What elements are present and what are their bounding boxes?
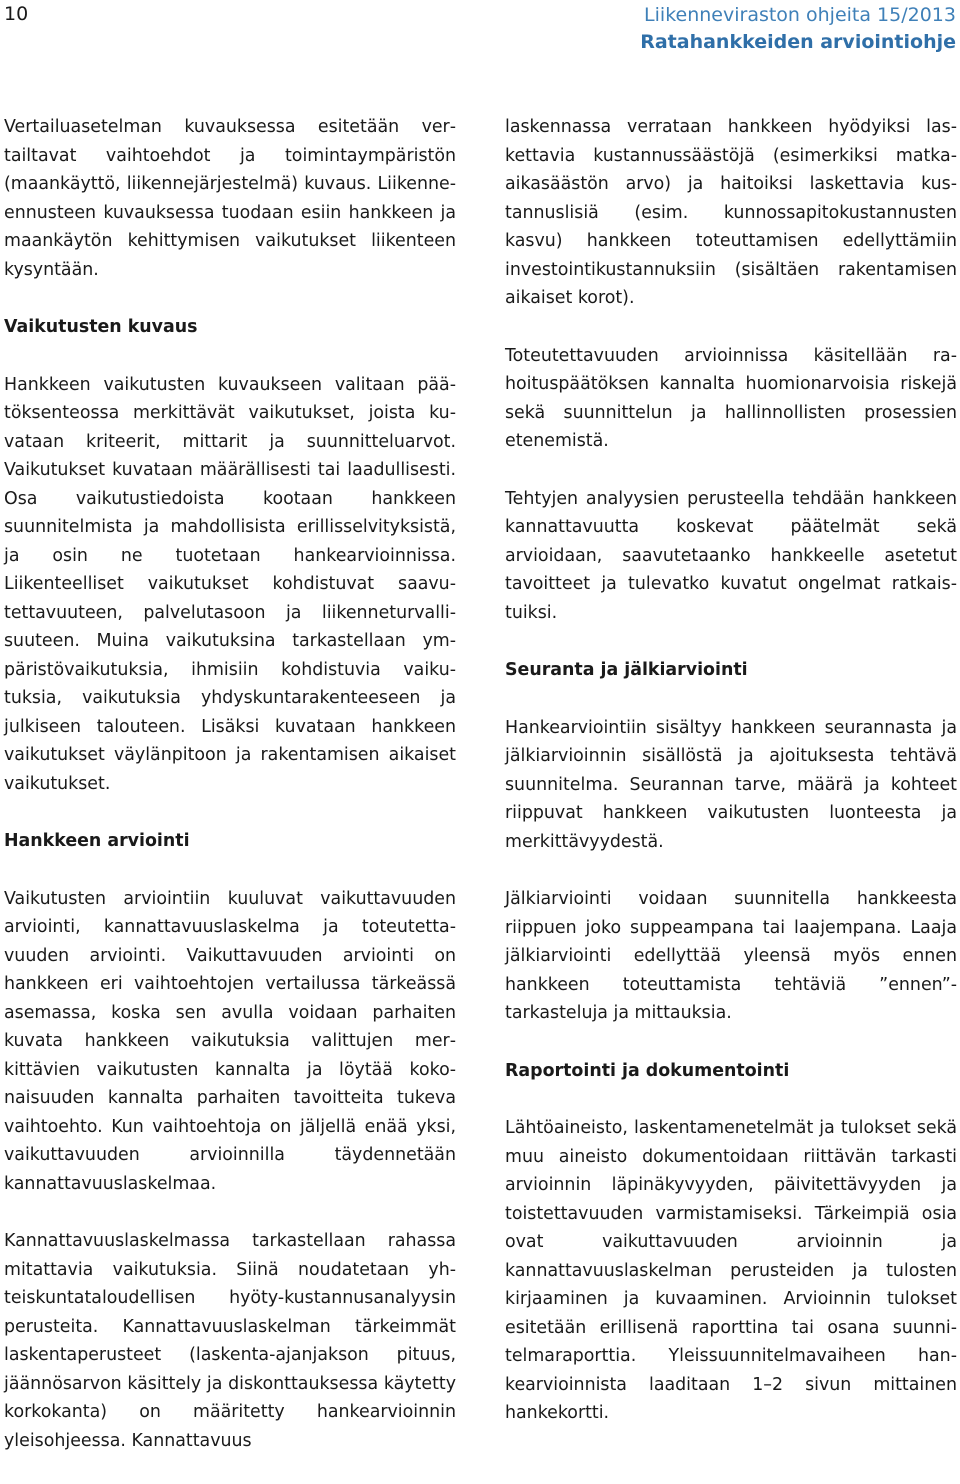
running-header: [640, 2, 956, 56]
left-column: [4, 113, 456, 1484]
paragraph: Vaikutusten arviointiin kuuluvat vaikuttavuuden arviointi, kannattavuuslaskelma ja toteutettavuuden arviointi. Vaikuttavuuden arviointi on hankkeen eri vaihtoehtojen vertailussa tärkeässä asemassa, koska sen avulla voidaan parhaiten kuvata hankkeen vaikutuksia valittujen merkittävien vaikutusten kannalta ja löytää kokonaisuuden kannalta parhaiten tavoitteita tukeva vaihtoehto. Kun vaihtoehtoja on jäljellä enää yksi, vaikuttavuuden arvioinnilla täydennetään kannattavuuslaskelmaa.: [4, 888, 456, 1194]
paragraph: Vertailuasetelman kuvauksessa esitetään vertailtavat vaihtoehdot ja toimintaympäristön (maankäyttö, liikennejärjestelmä) kuvaus. Liikenne-ennusteen kuvauksessa tuodaan esiin hankkeen ja maankäytön kehittymisen vaikutukset liikenteen kysyntään.: [4, 117, 456, 280]
paragraph: Jälkiarviointi voidaan suunnitella hankkeesta riippuen joko suppeampana tai laajempana. Laaja jälkiarviointi edellyttää yleensä myös ennen hankkeen toteuttamista tehtäviä ”ennen”-tarkasteluja ja mittauksia.: [505, 889, 957, 1023]
paragraph: Kannattavuuslaskelmassa tarkastellaan rahassa mitattavia vaikutuksia. Siinä noudatetaan yhteiskuntataloudellisen hyöty-kustannusanalyysin perusteita. Kannattavuuslaskelman tärkeimmät laskentaperusteet (laskenta-ajanjakson pituus, jäännösarvon käsittely ja diskonttauksessa käytetty korkokanta) on määritetty hankearvioinnin yleisohjeessa. Kannattavuus: [4, 1231, 456, 1451]
right-column: [505, 113, 957, 1457]
paragraph: laskennassa verrataan hankkeen hyödyiksi laskettavia kustannussäästöjä (esimerkiksi matkaaikasäästön arvo) ja haitoiksi laskettavia kustannuslisiä (esim. kunnossapitokustannusten kasvu) hankkeen toteuttamisen edellyttämiin investointikustannuksiin (sisältäen rakentamisen aikaiset korot).: [505, 117, 957, 308]
document-title: Ratahankkeiden arviointiohje: [640, 31, 956, 53]
paragraph: Lähtöaineisto, laskentamenetelmät ja tulokset sekä muu aineisto dokumentoidaan riittävän tarkasti arvioinnin läpinäkyvyyden, päivitettävyyden ja toistettavuuden varmistamiseksi. Tärkeimpiä osia ovat vaikuttavuuden arvioinnin ja kannattavuuslaskelman perusteiden ja tulosten kirjaaminen ja kuvaaminen. Arvioinnin tulokset esitetään erillisenä raporttina tai osana suunnitelmaraporttia. Yleissuunnitelmavaiheen hankearvioinnista laaditaan 1–2 sivun mittainen hankekortti.: [505, 1118, 957, 1423]
paragraph: Toteutettavuuden arvioinnissa käsitellään rahoituspäätöksen kannalta huomionarvoisia riskejä sekä suunnittelun ja hallinnollisten prosessien etenemistä.: [505, 345, 957, 451]
paragraph: Hankkeen vaikutusten kuvaukseen valitaan päätöksenteossa merkittävät vaikutukset, joista kuvataan kriteerit, mittarit ja suunnitteluarvot. Vaikutukset kuvataan määrällisesti tai laadullisesti. Osa vaikutustiedoista kootaan hankkeen suunnitelmista ja mahdollisista erillisselvityksistä, ja osin ne tuotetaan hankearvioinnissa. Liikenteelliset vaikutukset kohdistuvat saavutettavuuteen, palvelutasoon ja liikenneturvallisuuteen. Muina vaikutuksina tarkastellaan ympäristövaikutuksia, ihmisiin kohdistuvia vaikutuksia, vaikutuksia yhdyskuntarakenteeseen ja julkiseen talouteen. Lisäksi kuvataan hankkeen vaikutukset väylänpitoon ja rakentamisen aikaiset vaikutukset.: [4, 374, 456, 794]
paragraph: Tehtyjen analyysien perusteella tehdään hankkeen kannattavuutta koskevat päätelmät sekä arvioidaan, saavutetaanko hankkeelle asetetut tavoitteet ja tulevatko kuvatut ongelmat ratkaistuiksi.: [505, 488, 957, 623]
page-number: 10: [4, 3, 29, 25]
section-heading-vaikutusten-kuvaus: Vaikutusten kuvaus: [4, 317, 198, 337]
section-heading-seuranta: Seuranta ja jälkiarviointi: [505, 660, 748, 680]
paragraph: Hankearviointiin sisältyy hankkeen seurannasta ja jälkiarvioinnin sisällöstä ja ajoituksesta tehtävä suunnitelma. Seurannan tarve, määrä ja kohteet riippuvat hankkeen vaikutusten luonteesta ja merkittävyydestä.: [505, 717, 957, 852]
section-heading-raportointi: Raportointi ja dokumentointi: [505, 1060, 790, 1081]
publication-series: Liikenneviraston ohjeita 15/2013: [644, 4, 956, 26]
section-heading-hankkeen-arviointi: Hankkeen arviointi: [4, 831, 190, 851]
